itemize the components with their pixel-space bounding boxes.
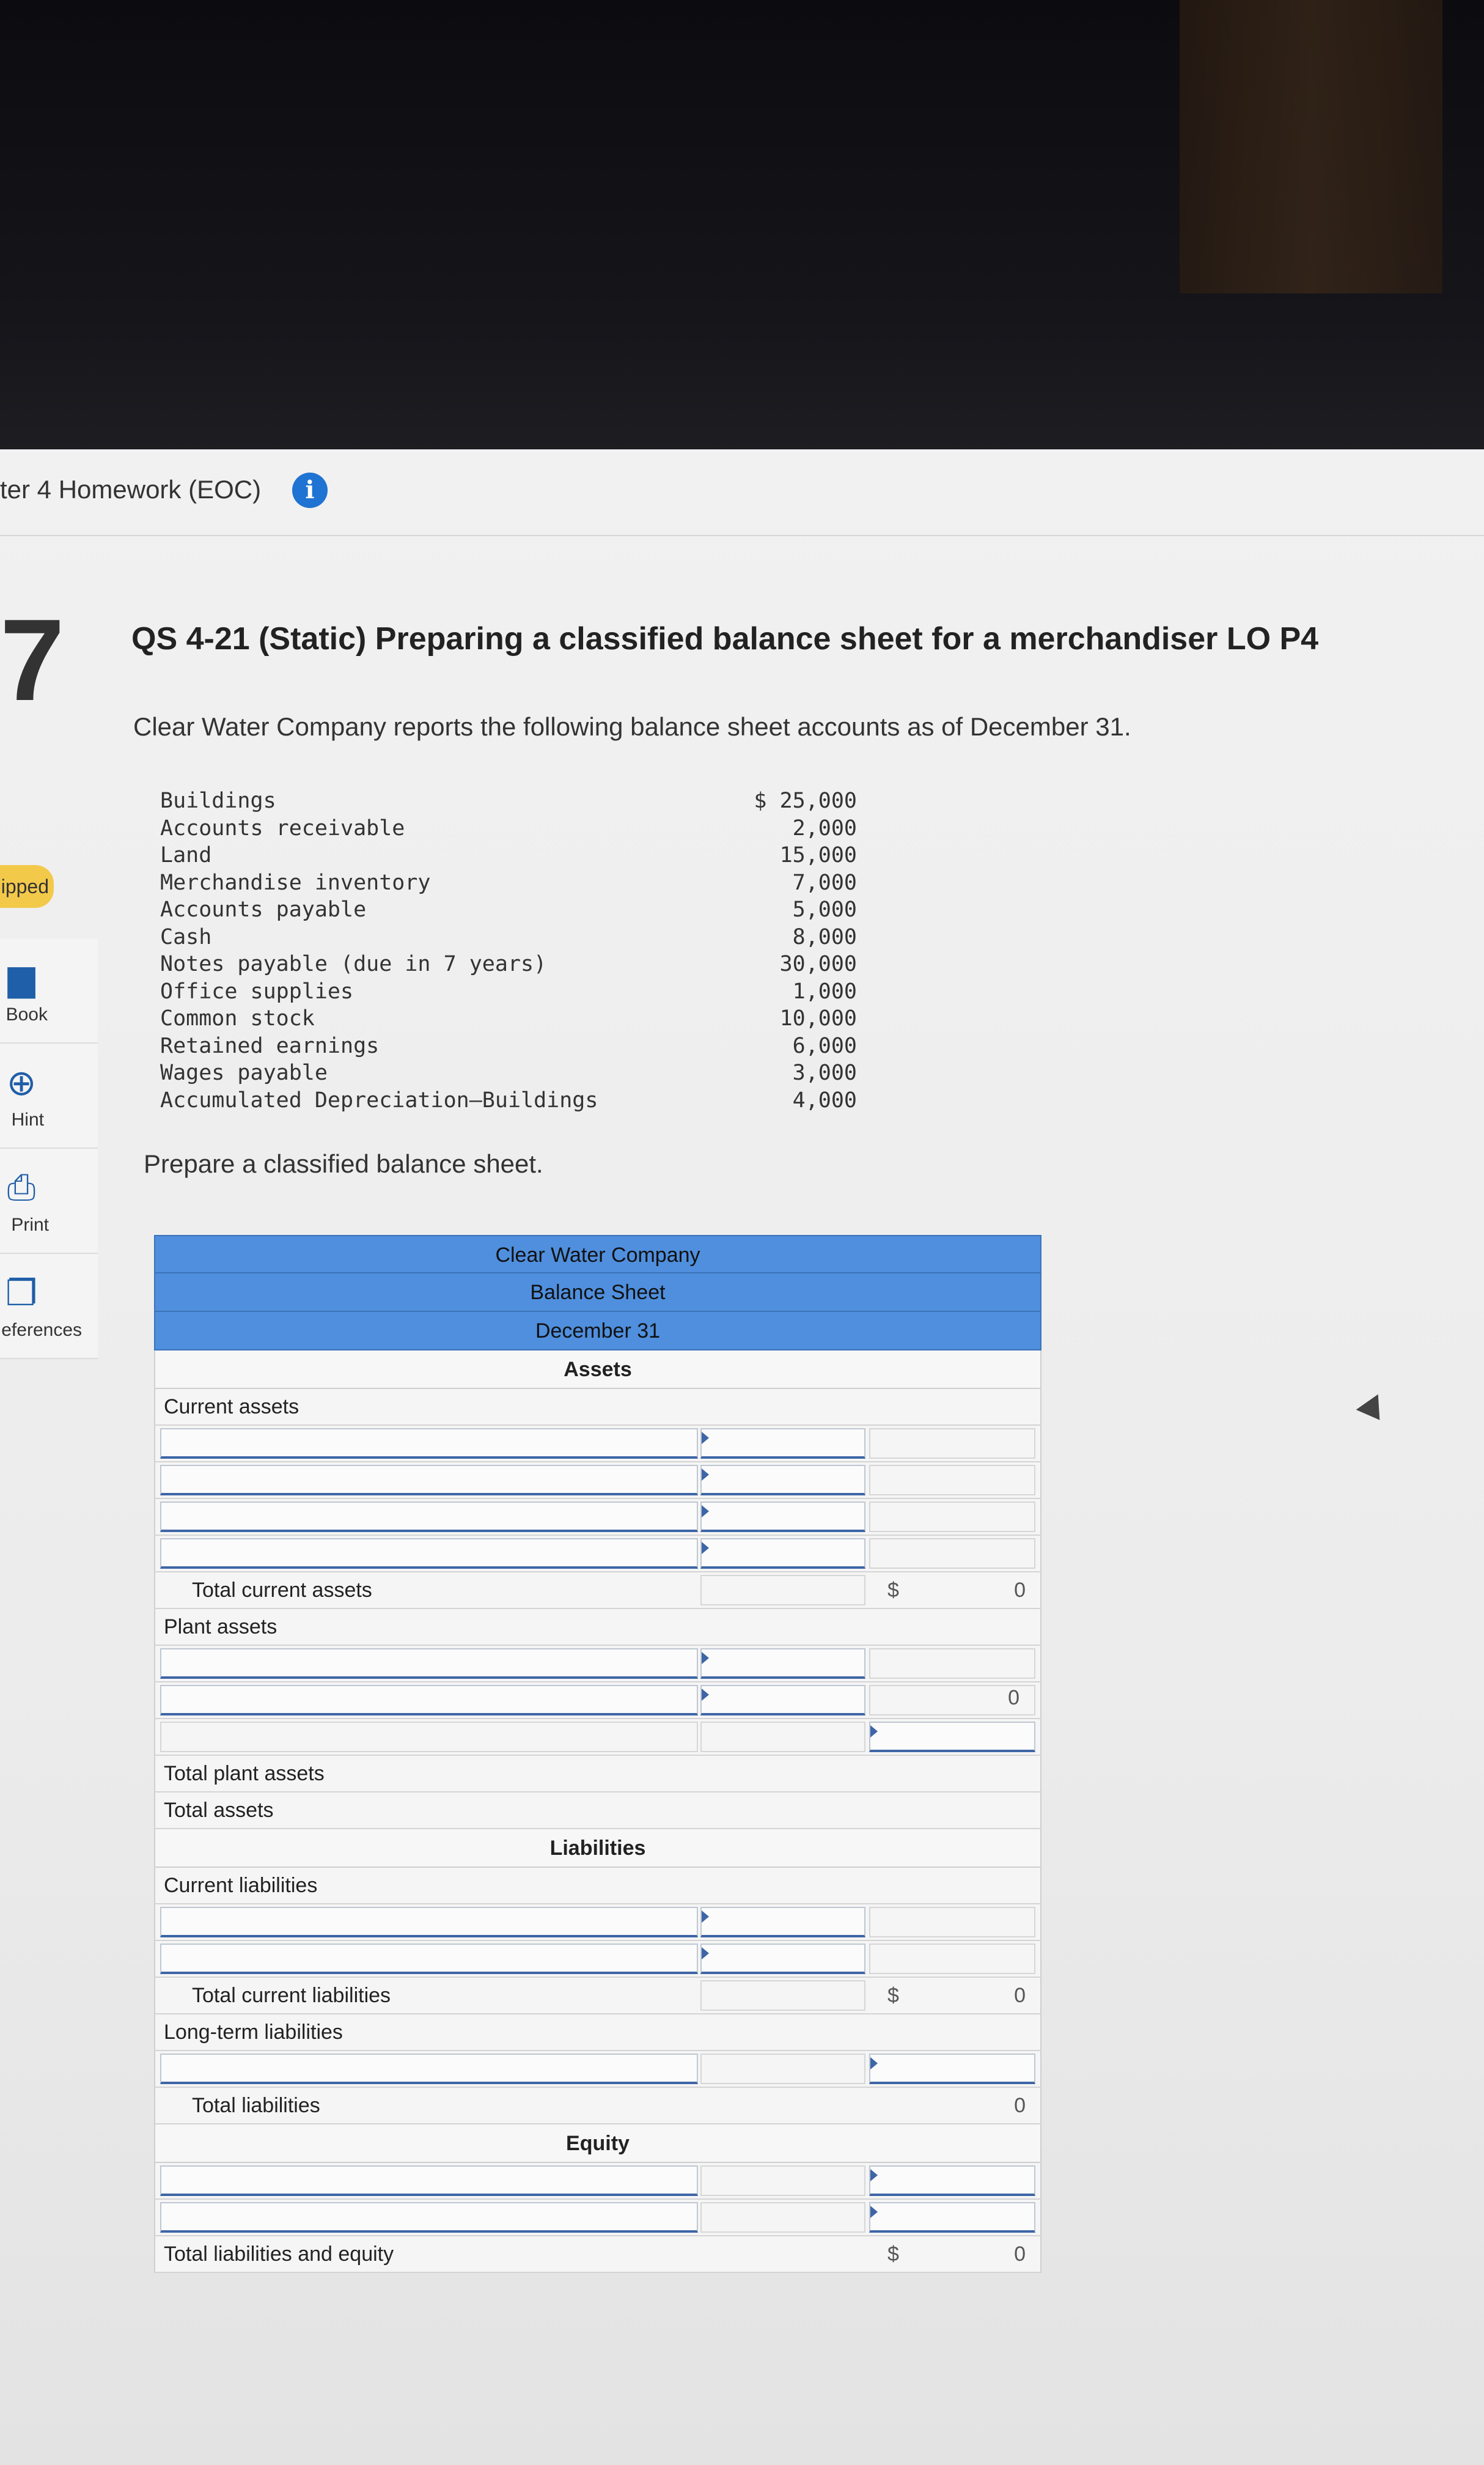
current-liability-total-cell-2 bbox=[869, 1944, 1035, 1974]
lifebuoy-icon: ⊕ bbox=[6, 1063, 37, 1103]
total-current-liabilities-label: Total current liabilities bbox=[192, 1984, 391, 2007]
plant-assets-label: Plant assets bbox=[164, 1615, 277, 1638]
account-name: Land bbox=[160, 843, 212, 868]
account-row bbox=[160, 1061, 869, 1088]
account-row bbox=[160, 1088, 869, 1116]
assignment-title: ter 4 Homework (EOC) bbox=[0, 475, 262, 504]
long-term-liabilities-label: Long-term liabilities bbox=[164, 2021, 343, 2044]
current-liability-account-select-1[interactable] bbox=[160, 1907, 698, 1937]
account-amount: 2,000 bbox=[792, 816, 857, 841]
plant-asset-subtotal-cell bbox=[869, 1685, 1035, 1715]
skipped-badge: ipped bbox=[0, 865, 54, 908]
total-plant-assets-label: Total plant assets bbox=[164, 1762, 325, 1785]
current-asset-account-select-3[interactable] bbox=[160, 1501, 698, 1532]
hint-label: Hint bbox=[11, 1110, 44, 1130]
total-liabilities-row bbox=[154, 2088, 1041, 2124]
account-amount: 30,000 bbox=[779, 952, 857, 976]
mouse-cursor-icon bbox=[1356, 1395, 1391, 1428]
total-current-assets-row bbox=[154, 1572, 1041, 1609]
background-object bbox=[1180, 0, 1442, 293]
total-current-assets-value: 0 bbox=[1014, 1579, 1026, 1602]
total-liabilities-and-equity-row bbox=[154, 2236, 1041, 2273]
account-row bbox=[160, 789, 869, 816]
print-label: Print bbox=[11, 1215, 49, 1235]
equity-input-row bbox=[154, 2200, 1041, 2236]
account-row bbox=[160, 979, 869, 1007]
book-icon: ▆ bbox=[7, 958, 35, 998]
account-row bbox=[160, 843, 869, 871]
dollar-sign: $ bbox=[887, 2242, 899, 2266]
account-amount: $ 25,000 bbox=[754, 789, 857, 813]
dollar-sign: $ bbox=[887, 1984, 899, 2007]
long-term-liability-amount-blank bbox=[700, 2054, 865, 2084]
current-asset-total-cell-2 bbox=[869, 1465, 1035, 1495]
plant-asset-amount-input-2[interactable] bbox=[700, 1685, 865, 1715]
account-name: Cash bbox=[160, 924, 212, 949]
long-term-liabilities-row bbox=[154, 2014, 1041, 2051]
current-asset-amount-input-3[interactable] bbox=[700, 1501, 865, 1532]
equity-account-select-1[interactable] bbox=[160, 2165, 698, 2196]
current-assets-input-row bbox=[154, 1426, 1041, 1462]
account-name: Retained earnings bbox=[160, 1033, 380, 1058]
total-liabilities-and-equity-label: Total liabilities and equity bbox=[164, 2242, 394, 2266]
statement-date: December 31 bbox=[154, 1312, 1041, 1350]
question-intro: Clear Water Company reports the following balance sheet accounts as of December 31. bbox=[133, 712, 1131, 741]
current-asset-total-cell-4 bbox=[869, 1538, 1035, 1569]
documents-icon: ❐ bbox=[6, 1273, 37, 1313]
statement-name: Balance Sheet bbox=[154, 1273, 1041, 1312]
question-title: QS 4-21 (Static) Preparing a classified balance sheet for a merchandiser LO P4 bbox=[131, 621, 1319, 657]
plant-asset-amount-input-1[interactable] bbox=[700, 1648, 865, 1679]
account-row bbox=[160, 952, 869, 979]
account-name: Office supplies bbox=[160, 979, 354, 1004]
equity-amount-input-1[interactable] bbox=[869, 2165, 1035, 2196]
total-current-assets-blank bbox=[700, 1575, 865, 1605]
references-button[interactable] bbox=[0, 1254, 98, 1359]
current-liabilities-input-row bbox=[154, 1941, 1041, 1978]
current-asset-total-cell-1 bbox=[869, 1428, 1035, 1459]
question-number: 7 bbox=[0, 595, 65, 725]
company-name: Clear Water Company bbox=[154, 1235, 1041, 1273]
account-row bbox=[160, 1034, 869, 1061]
plant-asset-account-select-1[interactable] bbox=[160, 1648, 698, 1679]
equity-amount-input-2[interactable] bbox=[869, 2202, 1035, 2233]
long-term-liabilities-input-row bbox=[154, 2051, 1041, 2088]
current-liabilities-label: Current liabilities bbox=[164, 1874, 318, 1897]
assets-heading: Assets bbox=[154, 1350, 1041, 1389]
total-plant-assets-row bbox=[154, 1756, 1041, 1793]
current-assets-label: Current assets bbox=[164, 1395, 299, 1418]
equity-amount-blank-2 bbox=[700, 2202, 865, 2233]
total-liabilities-label: Total liabilities bbox=[192, 2094, 320, 2117]
account-amount: 8,000 bbox=[792, 924, 857, 949]
account-name: Accounts payable bbox=[160, 897, 367, 922]
ebook-label: Book bbox=[6, 1004, 48, 1025]
plant-assets-input-row bbox=[154, 1646, 1041, 1682]
current-asset-amount-input-2[interactable] bbox=[700, 1465, 865, 1495]
plant-asset-account-select-2[interactable] bbox=[160, 1685, 698, 1715]
dollar-sign: $ bbox=[887, 1579, 899, 1602]
plant-asset-total-input[interactable] bbox=[869, 1722, 1035, 1752]
total-liabilities-value: 0 bbox=[1014, 2094, 1026, 2117]
ebook-button[interactable] bbox=[0, 938, 98, 1044]
account-amount: 1,000 bbox=[792, 979, 857, 1004]
assignment-header bbox=[0, 449, 1484, 536]
account-name: Wages payable bbox=[160, 1061, 328, 1085]
current-assets-input-row bbox=[154, 1462, 1041, 1499]
info-icon[interactable]: i bbox=[292, 473, 328, 508]
liabilities-heading: Liabilities bbox=[154, 1829, 1041, 1868]
account-row bbox=[160, 1006, 869, 1034]
account-amount: 5,000 bbox=[792, 897, 857, 922]
current-liabilities-input-row bbox=[154, 1904, 1041, 1941]
account-name: Merchandise inventory bbox=[160, 870, 431, 895]
account-name: Accumulated Depreciation—Buildings bbox=[160, 1088, 598, 1113]
current-asset-amount-input-4[interactable] bbox=[700, 1538, 865, 1569]
plant-asset-amount-blank bbox=[700, 1722, 865, 1752]
long-term-liability-account-select[interactable] bbox=[160, 2054, 698, 2084]
current-asset-account-select-4[interactable] bbox=[160, 1538, 698, 1569]
account-name: Notes payable (due in 7 years) bbox=[160, 952, 547, 976]
total-current-liabilities-row bbox=[154, 1978, 1041, 2014]
account-row bbox=[160, 816, 869, 844]
equity-account-select-2[interactable] bbox=[160, 2202, 698, 2233]
plant-asset-account-blank bbox=[160, 1722, 698, 1752]
total-current-liabilities-blank bbox=[700, 1980, 865, 2011]
current-liabilities-row bbox=[154, 1868, 1041, 1904]
current-asset-amount-input-1[interactable] bbox=[700, 1428, 865, 1459]
question-instruction: Prepare a classified balance sheet. bbox=[144, 1149, 543, 1178]
current-assets-row bbox=[154, 1389, 1041, 1426]
account-amount: 15,000 bbox=[779, 843, 857, 868]
plant-assets-input-row bbox=[154, 1682, 1041, 1719]
current-liability-amount-input-2[interactable] bbox=[700, 1944, 865, 1974]
app-screen bbox=[0, 449, 1484, 2465]
account-amount: 6,000 bbox=[792, 1033, 857, 1058]
current-liability-account-select-2[interactable] bbox=[160, 1944, 698, 1974]
current-asset-account-select-2[interactable] bbox=[160, 1465, 698, 1495]
account-amount: 3,000 bbox=[792, 1061, 857, 1085]
total-assets-row bbox=[154, 1793, 1041, 1829]
current-assets-input-row bbox=[154, 1536, 1041, 1572]
account-name: Buildings bbox=[160, 789, 276, 813]
account-amount: 10,000 bbox=[779, 1006, 857, 1031]
balance-sheet-form bbox=[154, 1235, 1041, 2273]
plant-asset-subtotal-value: 0 bbox=[1008, 1686, 1019, 1709]
equity-input-row bbox=[154, 2163, 1041, 2200]
equity-heading: Equity bbox=[154, 2124, 1041, 2163]
account-row bbox=[160, 925, 869, 952]
current-liability-total-cell-1 bbox=[869, 1907, 1035, 1937]
total-current-liabilities-value: 0 bbox=[1014, 1984, 1026, 2007]
printer-icon: ⎙ bbox=[7, 1168, 36, 1207]
print-button[interactable] bbox=[0, 1149, 98, 1254]
hint-button[interactable] bbox=[0, 1044, 98, 1149]
account-list bbox=[160, 789, 869, 1115]
account-name: Accounts receivable bbox=[160, 816, 405, 841]
equity-amount-blank-1 bbox=[700, 2165, 865, 2196]
total-liabilities-and-equity-value: 0 bbox=[1014, 2242, 1026, 2266]
account-row bbox=[160, 897, 869, 925]
account-row bbox=[160, 871, 869, 898]
total-assets-label: Total assets bbox=[164, 1799, 274, 1822]
plant-asset-total-cell-1 bbox=[869, 1648, 1035, 1679]
account-amount: 7,000 bbox=[792, 870, 857, 895]
current-asset-total-cell-3 bbox=[869, 1501, 1035, 1532]
current-liability-amount-input-1[interactable] bbox=[700, 1907, 865, 1937]
long-term-liability-amount-input[interactable] bbox=[869, 2054, 1035, 2084]
current-assets-input-row bbox=[154, 1499, 1041, 1536]
references-label: eferences bbox=[1, 1320, 82, 1340]
plant-assets-row bbox=[154, 1609, 1041, 1646]
current-asset-account-select-1[interactable] bbox=[160, 1428, 698, 1459]
account-name: Common stock bbox=[160, 1006, 315, 1031]
plant-assets-input-row bbox=[154, 1719, 1041, 1756]
account-amount: 4,000 bbox=[792, 1088, 857, 1113]
total-current-assets-label: Total current assets bbox=[192, 1579, 372, 1602]
